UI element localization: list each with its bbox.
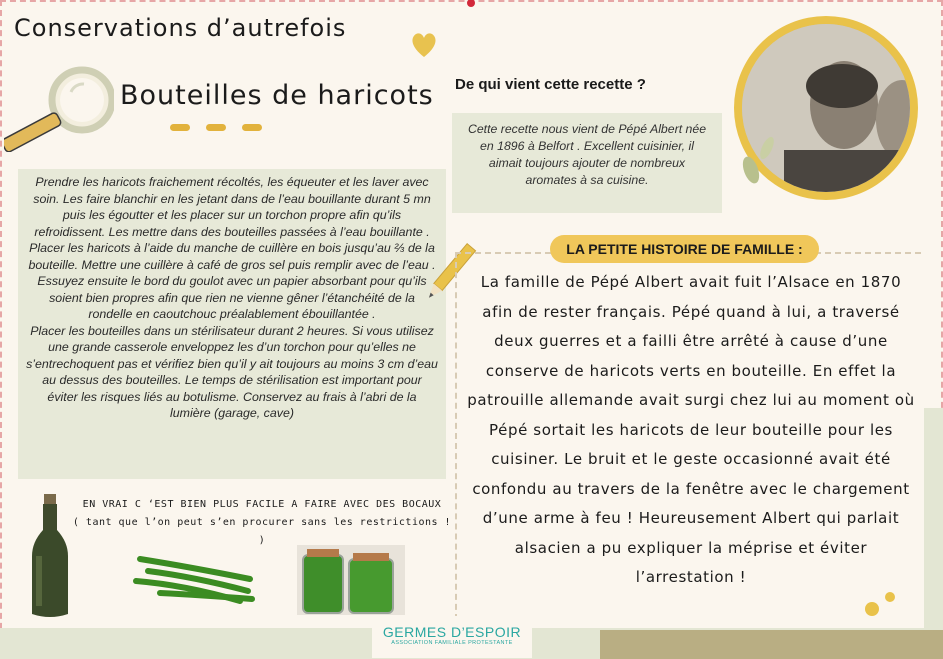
jar-tip-line-2: ( tant que l’on peut s’en procurer sans les restrictions ! ) xyxy=(72,517,452,546)
page-title: Conservations d’autrefois xyxy=(14,14,347,42)
origin-question: De qui vient cette recette ? xyxy=(455,76,646,93)
footer-band-accent xyxy=(600,630,943,659)
leaf-decoration xyxy=(737,130,787,190)
origin-text: Cette recette nous vient de Pépé Albert née en 1896 à Belfort . Excellent cuisinier, il aimait toujours ajouter de nombreux aromates à sa cuisine. xyxy=(452,113,722,213)
bottle-image xyxy=(28,494,72,620)
heart-icon xyxy=(408,28,440,60)
decorative-dots xyxy=(862,585,902,625)
recipe-paragraph-1: Prendre les haricots fraichement récoltés, les équeuter et les laver avec soin. Les faire blanchir en les jetant dans de l’eau bouillante durant 5 mn puis les égoutter et les placer sur un torchon propre afin qu’ils refroidissent. Les mettre dans des bouteilles passées à l’eau bouillante . Placer les haricots à l’aide du manche de cuillère en bois jusqu’au ⅔ de la bouteille. Mettre une cuillère à café de gros sel puis remplir avec de l’eau . Essuyez ensuite le bord du goulot avec un papier absorbant pour qu’ils soient bien propres afin que rien ne vienne gêner l’étanchéité de la rondelle en caoutchouc préalablement ébouillantée . xyxy=(28,175,436,321)
logo-tagline: ASSOCIATION FAMILIALE PROTESTANTE xyxy=(391,640,513,646)
recipe-paragraph-2: Placer les bouteilles dans un stérilisateur durant 2 heures. Si vous utilisez une grande casserole enveloppez les d’un torchon pour qu’elles ne s’entrechoquent pas et vérifiez bien qu’il y ait toujours au moins 3 cm d’eau au dessus des bouteilles. Le temps de stérilisation est important pour éviter les risques liés au botulisme. Conservez au frais à l’abri de la lumière (garage, cave) xyxy=(26,323,438,420)
germes-despoir-logo xyxy=(372,616,532,658)
page-subtitle: Bouteilles de haricots xyxy=(120,80,434,111)
jar-tip-line-1: EN VRAI C ‘EST BIEN PLUS FACILE A FAIRE AVEC DES BOCAUX xyxy=(82,499,442,510)
right-edge-band xyxy=(924,408,943,630)
magnifier-icon xyxy=(4,62,114,152)
green-beans-image xyxy=(130,549,260,609)
jars-image xyxy=(297,545,405,615)
recipe-instructions xyxy=(18,169,446,479)
logo-name: GERMES D’ESPOIR xyxy=(382,624,522,640)
jar-tip xyxy=(72,496,452,550)
decorative-dashes xyxy=(170,123,270,133)
history-badge: LA PETITE HISTOIRE DE FAMILLE : xyxy=(550,235,819,263)
history-text: La famille de Pépé Albert avait fuit l’Alsace en 1870 afin de rester français. Pépé quand à lui, a traversé deux guerres et a failli être arrêté à cause d’une conserve de haricots verts en bouteille. En effet la patrouille allemande avait surgi chez lui au moment où Pépé sortait les haricots de leur bouteille pour les cuisiner. Le bruit et le geste occasionné avait été confondu au travers de la fenêtre avec le chargement d’une arme à feu ! Heureusement Albert qui parlait alsacien a pu expliquer la méprise et éviter l’arrestation ! xyxy=(467,273,915,586)
